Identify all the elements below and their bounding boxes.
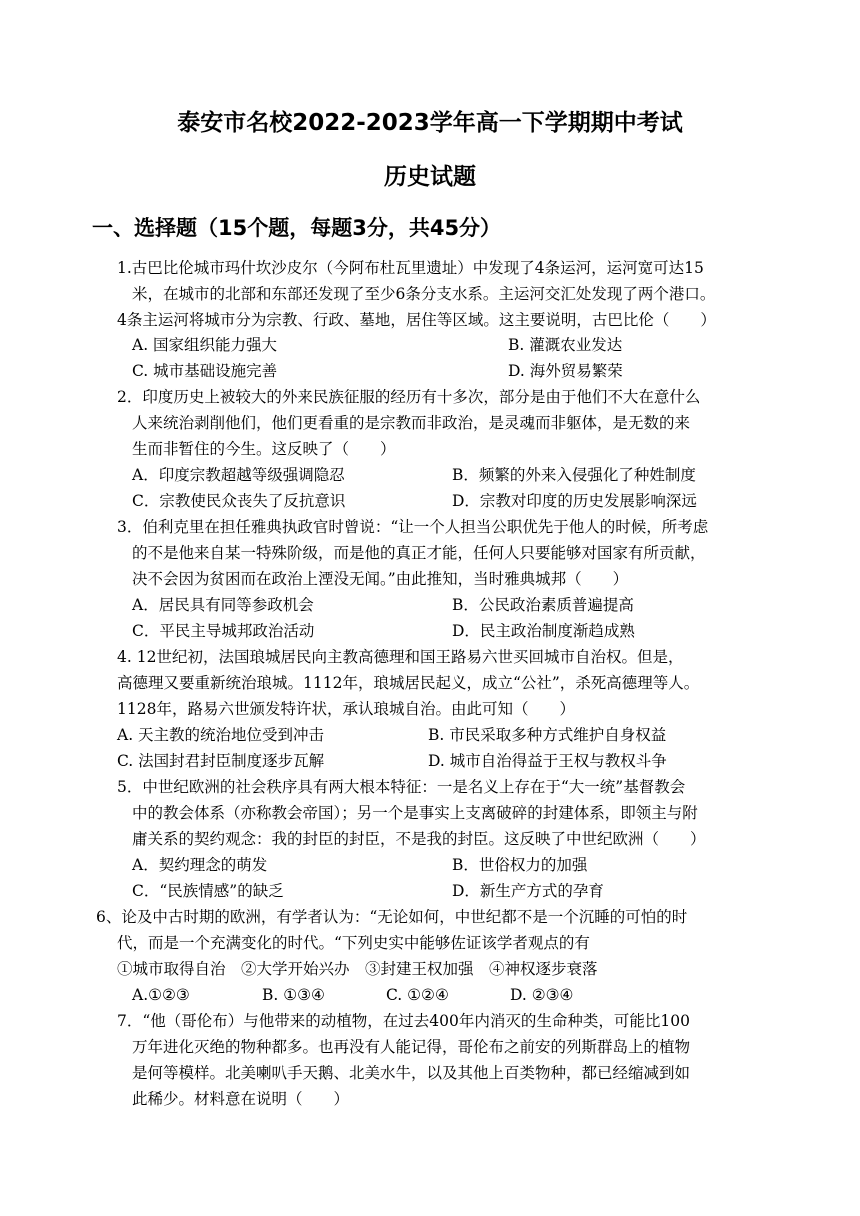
question-2-stem-line: 2．印度历史上被较大的外来民族征服的经历有十多次，部分是由于他们不大在意什么 — [117, 388, 701, 406]
question-3-option-c[interactable]: C．平民主导城邦政治活动 — [132, 622, 315, 640]
question-7-stem-line: 7．“他（哥伦布）与他带来的动植物，在过去400年内消灭的生命种类，可能比100 — [117, 1012, 690, 1030]
question-6-stem-line: ①城市取得自治 ②大学开始兴办 ③封建王权加强 ④神权逐步衰落 — [117, 960, 598, 978]
question-4-stem-line: 1128年，路易六世颁发特许状，承认琅城自治。由此可知（ ） — [117, 700, 575, 718]
question-2-option-d[interactable]: D．宗教对印度的历史发展影响深远 — [452, 492, 697, 510]
question-1-option-a[interactable]: A. 国家组织能力强大 — [132, 336, 278, 354]
question-3-stem-line: 的不是他来自某一特殊阶级，而是他的真正才能，任何人只要能够对国家有所贡献， — [132, 544, 706, 562]
question-5-option-a[interactable]: A．契约理念的萌发 — [132, 856, 268, 874]
question-1-stem-line: 4条主运河将城市分为宗教、行政、墓地，居住等区域。这主要说明，古巴比伦（ ） — [117, 311, 716, 329]
question-1-stem-line: 米，在城市的北部和东部还发现了至少6条分支水系。主运河交汇处发现了两个港口。 — [132, 285, 716, 303]
question-3-stem-line: 3．伯利克里在担任雅典执政官时曾说：“让一个人担当公职优先于他人的时候，所考虑 — [117, 518, 709, 536]
question-2-option-c[interactable]: C．宗教使民众丧失了反抗意识 — [132, 492, 346, 510]
question-5-stem-line: 庸关系的契约观念：我的封臣的封臣，不是我的封臣。这反映了中世纪欧洲（ ） — [132, 830, 706, 848]
question-4-option-b[interactable]: B. 市民采取多种方式维护自身权益 — [428, 726, 667, 744]
question-3-stem-line: 决不会因为贫困而在政治上湮没无闻。”由此推知，当时雅典城邦（ ） — [132, 570, 629, 588]
question-2-stem-line: 生而非暂住的今生。这反映了（ ） — [132, 440, 396, 458]
question-4-stem-line: 4. 12世纪初，法国琅城居民向主教高德理和国王路易六世买回城市自治权。但是， — [117, 648, 684, 666]
question-6-option-d[interactable]: D. ②③④ — [510, 986, 574, 1004]
question-7-stem-line: 此稀少。材料意在说明（ ） — [132, 1090, 350, 1108]
question-7-stem-line: 是何等模样。北美喇叭手天鹅、北美水牛，以及其他上百类物种，都已经缩减到如 — [132, 1064, 691, 1082]
question-1-option-b[interactable]: B. 灌溉农业发达 — [508, 336, 623, 354]
question-2-option-b[interactable]: B．频繁的外来入侵强化了种姓制度 — [452, 466, 696, 484]
question-4-option-c[interactable]: C. 法国封君封臣制度逐步瓦解 — [117, 752, 325, 770]
question-5-stem-line: 5．中世纪欧洲的社会秩序具有两大根本特征：一是名义上存在于“大一统”基督教会 — [117, 778, 686, 796]
question-3-option-d[interactable]: D．民主政治制度渐趋成熟 — [452, 622, 635, 640]
question-1-stem-line: 1.古巴比伦城市玛什坎沙皮尔（今阿布杜瓦里遗址）中发现了4条运河，运河宽可达15 — [117, 259, 704, 277]
section-heading: 一、选择题（15个题，每题3分，共45分） — [92, 216, 502, 240]
page-title: 泰安市名校2022-2023学年高一下学期期中考试 — [177, 110, 683, 136]
question-5-option-d[interactable]: D．新生产方式的孕育 — [452, 882, 604, 900]
question-3-option-b[interactable]: B．公民政治素质普遍提高 — [452, 596, 634, 614]
question-1-option-d[interactable]: D. 海外贸易繁荣 — [508, 362, 623, 380]
question-3-option-a[interactable]: A．居民具有同等参政机会 — [132, 596, 314, 614]
question-6-option-c[interactable]: C. ①②④ — [386, 986, 449, 1004]
question-6-option-a[interactable]: A.①②③ — [132, 986, 190, 1004]
question-2-stem-line: 人来统治剥削他们，他们更看重的是宗教而非政治，是灵魂而非躯体，是无数的来 — [132, 414, 691, 432]
page-subtitle: 历史试题 — [384, 164, 476, 190]
question-5-stem-line: 中的教会体系（亦称教会帝国）；另一个是事实上支离破碎的封建体系，即领主与附 — [132, 804, 698, 822]
question-6-stem-line: 代，而是一个充满变化的时代。“下列史实中能够佐证该学者观点的有 — [117, 934, 590, 952]
question-4-option-a[interactable]: A. 天主教的统治地位受到冲击 — [117, 726, 325, 744]
question-4-option-d[interactable]: D. 城市自治得益于王权与教权斗争 — [428, 752, 667, 770]
question-5-option-b[interactable]: B．世俗权力的加强 — [452, 856, 588, 874]
question-2-option-a[interactable]: A．印度宗教超越等级强调隐忍 — [132, 466, 345, 484]
question-5-option-c[interactable]: C．“民族情感”的缺乏 — [132, 882, 284, 900]
question-4-stem-line: 高德理又要重新统治琅城。1112年，琅城居民起义，成立“公社”，杀死高德理等人。 — [117, 674, 700, 692]
question-6-option-b[interactable]: B. ①③④ — [262, 986, 325, 1004]
question-1-option-c[interactable]: C. 城市基础设施完善 — [132, 362, 278, 380]
question-6-stem-line: 6、论及中古时期的欧洲，有学者认为：“无论如何，中世纪都不是一个沉睡的可怕的时 — [96, 908, 688, 926]
question-7-stem-line: 万年进化灭绝的物种都多。也再没有人能记得，哥伦布之前安的列斯群岛上的植物 — [132, 1038, 691, 1056]
